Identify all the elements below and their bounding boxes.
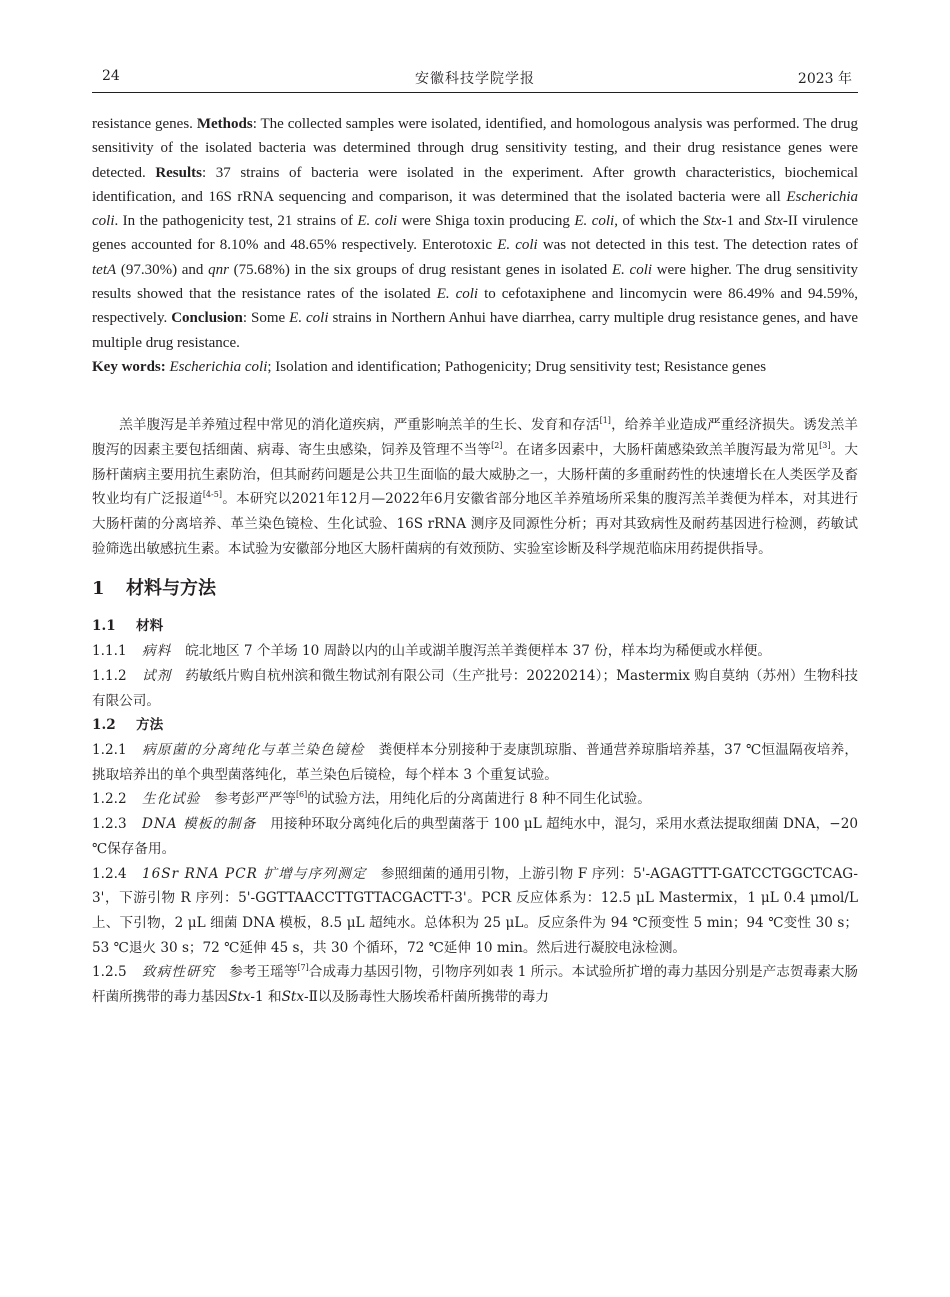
paragraph-pcr: 1.2.4 16Sr RNA PCR 扩增与序列测定 参照细菌的通用引物，上游引物 F 序列：5'-AGAGTTT-GATCCTGGCTCAG-3'，下游引物 R 序列：5'-GGTTAACCTTGTTACGACTT-3'。PCR 反应体系为：12.5 μL Mastermix，1 μL 0.4 μmol/L 上、下引物，2 μL 细菌 DNA 模板，8.5 μL 超纯水。总体积为 25 μL。反应条件为 94 ℃预变性 5 min；94 ℃变性 30 s；53 ℃退火 30 s；72 ℃延伸 45 s，共 30 个循环，72 ℃延伸 10 min。然后进行凝胶电泳检测。 — [92, 865, 858, 956]
paragraph-biochemical: 1.2.2 生化试验 参考彭严严等[6]的试验方法，用纯化后的分离菌进行 8 种不同生化试验。 — [92, 790, 651, 808]
paragraph-dna-template: 1.2.3 DNA 模板的制备 用接种环取分离纯化后的典型菌落于 100 μL 超纯水中，混匀，采用水煮法提取细菌 DNA，−20 ℃保存备用。 — [92, 816, 858, 857]
paragraph-pathogenicity: 1.2.5 致病性研究 参考王瑶等[7]合成毒力基因引物，引物序列如表 1 所示。本试验所扩增的毒力基因分别是产志贺毒素大肠杆菌所携带的毒力基因Stx-1 和Stx-Ⅱ以及肠毒性大肠埃希杆菌所携带的毒力 — [92, 963, 858, 1006]
paragraph-specimens: 1.1.1 病料 皖北地区 7 个羊场 10 周龄以内的山羊或湖羊腹泻羔羊粪便样本 37 份，样本均为稀便或水样便。 — [92, 643, 771, 660]
section-heading: 1 材料与方法 — [92, 578, 216, 600]
journal-title: 安徽科技学院学报 — [415, 71, 535, 87]
keywords-label: Key words — [92, 358, 161, 375]
publication-year: 2023 年 — [797, 71, 852, 87]
results-label: Results — [155, 164, 202, 181]
conclusion-label: Conclusion — [171, 310, 243, 327]
running-header — [92, 66, 858, 93]
methods-label: Methods — [196, 116, 253, 132]
subsection-heading-materials: 1.1 材料 — [92, 618, 164, 635]
paragraph-isolation: 1.2.1 病原菌的分离纯化与革兰染色镜检 粪便样本分别接种于麦康凯琼脂、普通营养琼脂培养基，37 ℃恒温隔夜培养，挑取培养出的单个典型菌落纯化，革兰染色后镜检，每个样本 3 个重复试验。 — [92, 742, 859, 783]
page-number: 24 — [102, 68, 120, 84]
introduction-paragraph: 羔羊腹泻是羊养殖过程中常见的消化道疾病，严重影响羔羊的生长、发育和存活[1]，给养羊业造成严重经济损失。诱发羔羊腹泻的因素主要包括细菌、病毒、寄生虫感染，饲养及管理不当等[2]。在诸多因素中，大肠杆菌感染致羔羊腹泻最为常见[3]。大肠杆菌病主要用抗生素防治，但其耐药问题是公共卫生面临的最大威胁之一，大肠杆菌的多重耐药性的快速增长在人类医学及畜牧业均有广泛报道[4-5]。本研究以2021年12月—2022年6月安徽省部分地区羊养殖场所采集的腹泻羔羊粪便为样本，对其进行大肠杆菌的分离培养、革兰染色镜检、生化试验、16S rRNA 测序及同源性分析；再对其致病性及耐药基因进行检测，药敏试验筛选出敏感抗生素。本试验为安徽部分地区大肠杆菌病的有效预防、实验室诊断及科学规范临床用药提供指导。 — [92, 416, 859, 557]
subsection-heading-methods: 1.2 方法 — [92, 717, 164, 734]
english-abstract: resistance genes. Methods: The collected samples were isolated, identified, and homologous analysis was performed. The drug sensitivity of the isolated bacteria was determined through drug sensitivity testing, and their drug resistance genes were detected. Results: 37 strains of bacteria were isolated in the experiment. After growth characteristics, biochemical identification, and 16S rRNA sequencing and comparison, it was determined that the isolated bacteria were all Escherichia coli. In the pathogenicity test, 21 strains of E. coli were Shiga toxin producing E. coli, of which the Stx-1 and Stx-II virulence genes accounted for 8.10% and 48.65% respectively. Enterotoxic E. coli was not detected in this test. The detection rates of tetA (97.30%) and qnr (75.68%) in the six groups of drug resistant genes in isolated E. coli were higher. The drug sensitivity results showed that the resistance rates of the isolated E. coli to cefotaxiphene and lincomycin were 86.49% and 94.59%, respectively. Conclusion: Some E. coli strains in Northern Anhui have diarrhea, carry multiple drug resistance genes, and have multiple drug resistance. — [92, 116, 859, 351]
article-body — [92, 112, 858, 1010]
paragraph-reagents: 1.1.2 试剂 药敏纸片购自杭州滨和微生物试剂有限公司（生产批号：20220214）；Mastermix 购自莫纳（苏州）生物科技有限公司。 — [92, 667, 859, 709]
keywords: Key words: Escherichia coli; Isolation and identification; Pathogenicity; Drug sensitivity test; Resistance genes — [92, 358, 767, 375]
